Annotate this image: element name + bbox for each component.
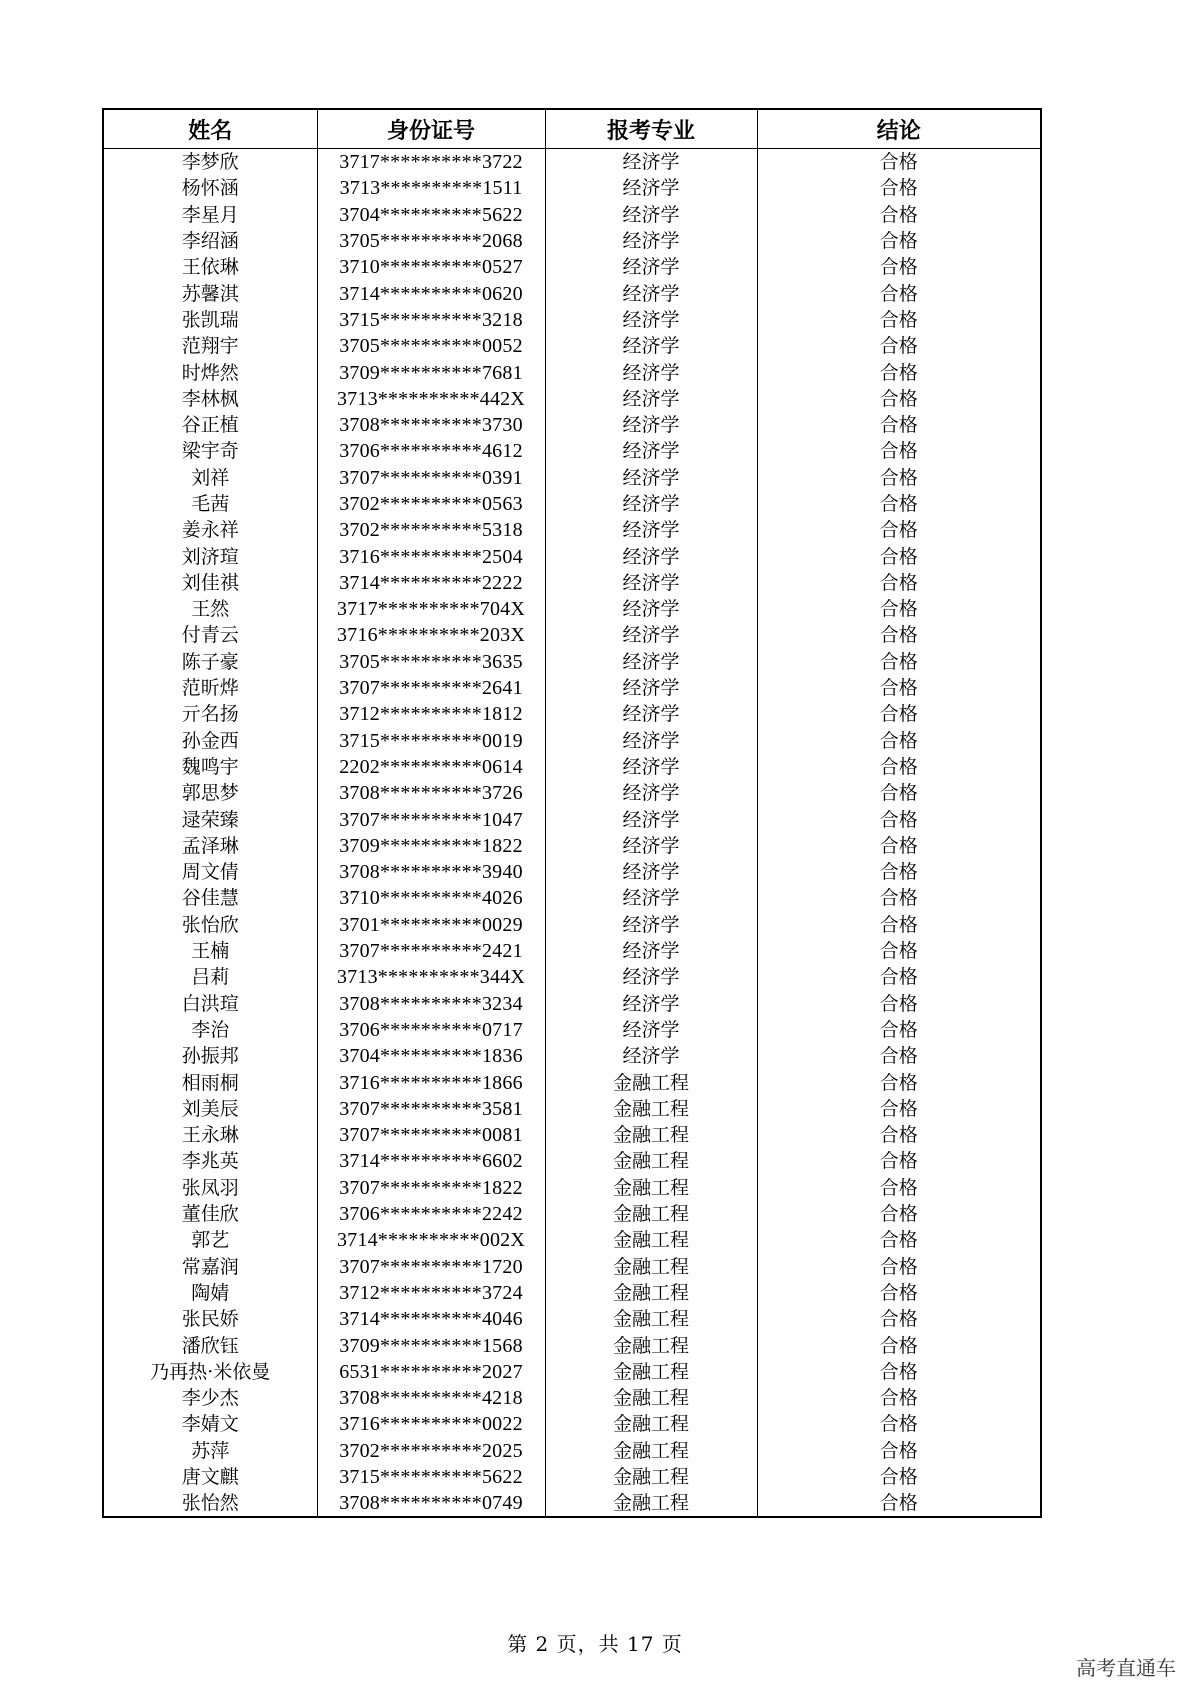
cell-result: 合格 [757, 912, 1041, 938]
cell-name: 张凤羽 [103, 1175, 317, 1201]
cell-result: 合格 [757, 833, 1041, 859]
cell-major: 金融工程 [545, 1280, 757, 1306]
cell-result: 合格 [757, 991, 1041, 1017]
table-row [103, 1043, 1041, 1069]
table-row [103, 359, 1041, 385]
table-row [103, 386, 1041, 412]
table-row [103, 649, 1041, 675]
cell-result: 合格 [757, 517, 1041, 543]
cell-result: 合格 [757, 1253, 1041, 1279]
cell-result: 合格 [757, 885, 1041, 911]
table-row [103, 1385, 1041, 1411]
table-row [103, 254, 1041, 280]
cell-result: 合格 [757, 1043, 1041, 1069]
cell-name: 李梦欣 [103, 149, 317, 176]
cell-result: 合格 [757, 701, 1041, 727]
cell-name: 姜永祥 [103, 517, 317, 543]
cell-major: 经济学 [545, 912, 757, 938]
cell-name: 张怡欣 [103, 912, 317, 938]
cell-result: 合格 [757, 1306, 1041, 1332]
table-row [103, 728, 1041, 754]
cell-id-number: 3704**********1836 [317, 1043, 545, 1069]
cell-name: 苏萍 [103, 1438, 317, 1464]
cell-result: 合格 [757, 307, 1041, 333]
cell-name: 苏馨淇 [103, 280, 317, 306]
cell-major: 经济学 [545, 649, 757, 675]
cell-result: 合格 [757, 1411, 1041, 1437]
cell-major: 金融工程 [545, 1306, 757, 1332]
cell-id-number: 3708**********0749 [317, 1490, 545, 1517]
cell-result: 合格 [757, 254, 1041, 280]
table-row [103, 175, 1041, 201]
cell-name: 刘美辰 [103, 1096, 317, 1122]
cell-major: 经济学 [545, 570, 757, 596]
cell-id-number: 3702**********5318 [317, 517, 545, 543]
cell-name: 王楠 [103, 938, 317, 964]
cell-name: 李婧文 [103, 1411, 317, 1437]
cell-major: 金融工程 [545, 1332, 757, 1358]
cell-major: 经济学 [545, 754, 757, 780]
cell-name: 谷正植 [103, 412, 317, 438]
cell-result: 合格 [757, 1017, 1041, 1043]
cell-name: 孙振邦 [103, 1043, 317, 1069]
cell-id-number: 3702**********2025 [317, 1438, 545, 1464]
cell-result: 合格 [757, 938, 1041, 964]
cell-name: 李兆英 [103, 1148, 317, 1174]
cell-major: 经济学 [545, 175, 757, 201]
cell-result: 合格 [757, 333, 1041, 359]
cell-major: 经济学 [545, 517, 757, 543]
cell-id-number: 3706**********0717 [317, 1017, 545, 1043]
cell-result: 合格 [757, 412, 1041, 438]
cell-result: 合格 [757, 964, 1041, 990]
cell-major: 金融工程 [545, 1253, 757, 1279]
cell-result: 合格 [757, 806, 1041, 832]
cell-id-number: 3715**********0019 [317, 728, 545, 754]
cell-id-number: 3707**********2421 [317, 938, 545, 964]
cell-name: 付青云 [103, 622, 317, 648]
cell-id-number: 3704**********5622 [317, 202, 545, 228]
cell-result: 合格 [757, 596, 1041, 622]
cell-id-number: 3706**********2242 [317, 1201, 545, 1227]
cell-result: 合格 [757, 228, 1041, 254]
cell-major: 经济学 [545, 307, 757, 333]
table-row [103, 596, 1041, 622]
cell-name: 乃再热·米依曼 [103, 1359, 317, 1385]
cell-name: 吕莉 [103, 964, 317, 990]
table-row [103, 465, 1041, 491]
cell-name: 王然 [103, 596, 317, 622]
cell-id-number: 3717**********3722 [317, 149, 545, 176]
cell-major: 经济学 [545, 386, 757, 412]
cell-major: 金融工程 [545, 1201, 757, 1227]
cell-major: 经济学 [545, 938, 757, 964]
table-row [103, 833, 1041, 859]
cell-result: 合格 [757, 1490, 1041, 1517]
cell-id-number: 3707**********3581 [317, 1096, 545, 1122]
table-row [103, 1122, 1041, 1148]
cell-major: 经济学 [545, 333, 757, 359]
table-row [103, 333, 1041, 359]
table-row [103, 964, 1041, 990]
cell-result: 合格 [757, 202, 1041, 228]
cell-id-number: 3715**********5622 [317, 1464, 545, 1490]
page-number: 第 2 页，共 17 页 [507, 1632, 683, 1656]
cell-result: 合格 [757, 359, 1041, 385]
cell-id-number: 3705**********3635 [317, 649, 545, 675]
cell-result: 合格 [757, 649, 1041, 675]
cell-name: 范昕烨 [103, 675, 317, 701]
cell-major: 金融工程 [545, 1385, 757, 1411]
cell-id-number: 3707**********1047 [317, 806, 545, 832]
cell-major: 经济学 [545, 622, 757, 648]
cell-id-number: 3707**********2641 [317, 675, 545, 701]
table-row [103, 701, 1041, 727]
cell-name: 逯荣臻 [103, 806, 317, 832]
cell-result: 合格 [757, 1438, 1041, 1464]
cell-result: 合格 [757, 570, 1041, 596]
cell-major: 经济学 [545, 202, 757, 228]
cell-major: 经济学 [545, 780, 757, 806]
header-major: 报考专业 [545, 109, 757, 149]
cell-name: 潘欣钰 [103, 1332, 317, 1358]
cell-major: 经济学 [545, 728, 757, 754]
cell-id-number: 3714**********0620 [317, 280, 545, 306]
cell-major: 经济学 [545, 596, 757, 622]
cell-name: 范翔宇 [103, 333, 317, 359]
cell-result: 合格 [757, 438, 1041, 464]
cell-result: 合格 [757, 1175, 1041, 1201]
table-row [103, 1069, 1041, 1095]
cell-id-number: 3712**********3724 [317, 1280, 545, 1306]
cell-result: 合格 [757, 675, 1041, 701]
cell-id-number: 3708**********3940 [317, 859, 545, 885]
cell-result: 合格 [757, 1069, 1041, 1095]
cell-name: 郭思梦 [103, 780, 317, 806]
cell-id-number: 3716**********1866 [317, 1069, 545, 1095]
cell-name: 常嘉润 [103, 1253, 317, 1279]
table-row [103, 1438, 1041, 1464]
cell-id-number: 3714**********4046 [317, 1306, 545, 1332]
cell-id-number: 3702**********0563 [317, 491, 545, 517]
cell-result: 合格 [757, 1148, 1041, 1174]
cell-id-number: 3708**********3234 [317, 991, 545, 1017]
table-row [103, 1096, 1041, 1122]
cell-name: 张民娇 [103, 1306, 317, 1332]
cell-id-number: 3708**********3730 [317, 412, 545, 438]
cell-id-number: 3713**********442X [317, 386, 545, 412]
cell-result: 合格 [757, 780, 1041, 806]
table-row [103, 885, 1041, 911]
table-row [103, 1175, 1041, 1201]
cell-major: 经济学 [545, 991, 757, 1017]
cell-major: 金融工程 [545, 1096, 757, 1122]
table-row [103, 859, 1041, 885]
cell-name: 董佳欣 [103, 1201, 317, 1227]
table-row [103, 912, 1041, 938]
cell-major: 经济学 [545, 701, 757, 727]
cell-major: 经济学 [545, 149, 757, 176]
cell-major: 经济学 [545, 412, 757, 438]
watermark-text: 高考直通车 [1076, 1656, 1176, 1680]
cell-major: 金融工程 [545, 1175, 757, 1201]
cell-id-number: 3708**********3726 [317, 780, 545, 806]
cell-result: 合格 [757, 386, 1041, 412]
cell-name: 孙金西 [103, 728, 317, 754]
cell-major: 经济学 [545, 359, 757, 385]
cell-name: 王永琳 [103, 1122, 317, 1148]
cell-major: 经济学 [545, 280, 757, 306]
cell-id-number: 3713**********1511 [317, 175, 545, 201]
cell-id-number: 3713**********344X [317, 964, 545, 990]
cell-id-number: 3707**********0081 [317, 1122, 545, 1148]
table-row [103, 202, 1041, 228]
table-row [103, 412, 1041, 438]
cell-name: 刘济瑄 [103, 543, 317, 569]
cell-name: 梁宇奇 [103, 438, 317, 464]
cell-name: 张怡然 [103, 1490, 317, 1517]
cell-name: 毛茜 [103, 491, 317, 517]
cell-major: 金融工程 [545, 1122, 757, 1148]
cell-major: 经济学 [545, 885, 757, 911]
cell-id-number: 3707**********1822 [317, 1175, 545, 1201]
table-row [103, 149, 1041, 176]
table-row [103, 307, 1041, 333]
cell-major: 经济学 [545, 228, 757, 254]
table-row [103, 1280, 1041, 1306]
table-body [103, 149, 1041, 1518]
cell-result: 合格 [757, 280, 1041, 306]
cell-result: 合格 [757, 1201, 1041, 1227]
header-id: 身份证号 [317, 109, 545, 149]
table-row [103, 754, 1041, 780]
cell-id-number: 3705**********0052 [317, 333, 545, 359]
cell-result: 合格 [757, 1359, 1041, 1385]
cell-result: 合格 [757, 491, 1041, 517]
table-row [103, 1411, 1041, 1437]
cell-result: 合格 [757, 465, 1041, 491]
cell-name: 李少杰 [103, 1385, 317, 1411]
cell-major: 金融工程 [545, 1490, 757, 1517]
cell-result: 合格 [757, 728, 1041, 754]
table-row [103, 1306, 1041, 1332]
cell-major: 经济学 [545, 675, 757, 701]
cell-name: 李林枫 [103, 386, 317, 412]
cell-major: 金融工程 [545, 1359, 757, 1385]
cell-id-number: 3707**********1720 [317, 1253, 545, 1279]
table-row [103, 1148, 1041, 1174]
table-row [103, 438, 1041, 464]
cell-major: 金融工程 [545, 1069, 757, 1095]
cell-major: 经济学 [545, 465, 757, 491]
table-row [103, 938, 1041, 964]
table-row [103, 1490, 1041, 1517]
cell-major: 经济学 [545, 1017, 757, 1043]
cell-result: 合格 [757, 543, 1041, 569]
table-row [103, 1017, 1041, 1043]
cell-name: 相雨桐 [103, 1069, 317, 1095]
cell-result: 合格 [757, 175, 1041, 201]
cell-result: 合格 [757, 859, 1041, 885]
cell-name: 刘佳祺 [103, 570, 317, 596]
table-row [103, 991, 1041, 1017]
cell-name: 张凯瑞 [103, 307, 317, 333]
cell-major: 经济学 [545, 964, 757, 990]
cell-name: 李星月 [103, 202, 317, 228]
cell-id-number: 3707**********0391 [317, 465, 545, 491]
cell-id-number: 3705**********2068 [317, 228, 545, 254]
table-header-row [103, 109, 1041, 149]
cell-result: 合格 [757, 1332, 1041, 1358]
cell-result: 合格 [757, 149, 1041, 176]
cell-major: 经济学 [545, 254, 757, 280]
table-row [103, 280, 1041, 306]
cell-result: 合格 [757, 1464, 1041, 1490]
cell-name: 孟泽琳 [103, 833, 317, 859]
cell-id-number: 3709**********7681 [317, 359, 545, 385]
cell-name: 李治 [103, 1017, 317, 1043]
cell-name: 白洪瑄 [103, 991, 317, 1017]
cell-id-number: 3716**********0022 [317, 1411, 545, 1437]
cell-name: 周文倩 [103, 859, 317, 885]
cell-major: 经济学 [545, 806, 757, 832]
cell-major: 金融工程 [545, 1411, 757, 1437]
cell-id-number: 3710**********4026 [317, 885, 545, 911]
table-row [103, 806, 1041, 832]
table-row [103, 1332, 1041, 1358]
cell-name: 李绍涵 [103, 228, 317, 254]
cell-major: 经济学 [545, 543, 757, 569]
cell-id-number: 3709**********1568 [317, 1332, 545, 1358]
table-row [103, 1227, 1041, 1253]
cell-id-number: 3712**********1812 [317, 701, 545, 727]
cell-name: 唐文麒 [103, 1464, 317, 1490]
cell-name: 时烨然 [103, 359, 317, 385]
cell-name: 郭艺 [103, 1227, 317, 1253]
cell-major: 经济学 [545, 438, 757, 464]
cell-id-number: 3717**********704X [317, 596, 545, 622]
cell-name: 谷佳慧 [103, 885, 317, 911]
table-row [103, 517, 1041, 543]
cell-id-number: 6531**********2027 [317, 1359, 545, 1385]
cell-result: 合格 [757, 1385, 1041, 1411]
cell-major: 金融工程 [545, 1148, 757, 1174]
cell-name: 杨怀涵 [103, 175, 317, 201]
cell-id-number: 3708**********4218 [317, 1385, 545, 1411]
table-row [103, 1359, 1041, 1385]
cell-major: 金融工程 [545, 1227, 757, 1253]
cell-result: 合格 [757, 1122, 1041, 1148]
cell-result: 合格 [757, 1280, 1041, 1306]
cell-name: 亓名扬 [103, 701, 317, 727]
table-row [103, 1464, 1041, 1490]
cell-id-number: 3701**********0029 [317, 912, 545, 938]
table-row [103, 1201, 1041, 1227]
cell-id-number: 3716**********2504 [317, 543, 545, 569]
cell-name: 魏鸣宇 [103, 754, 317, 780]
cell-id-number: 3706**********4612 [317, 438, 545, 464]
table-row [103, 780, 1041, 806]
cell-result: 合格 [757, 1096, 1041, 1122]
cell-name: 刘祥 [103, 465, 317, 491]
table-row [103, 543, 1041, 569]
table-row [103, 228, 1041, 254]
cell-major: 经济学 [545, 1043, 757, 1069]
cell-id-number: 3709**********1822 [317, 833, 545, 859]
table-row [103, 675, 1041, 701]
table-row [103, 491, 1041, 517]
cell-id-number: 3715**********3218 [317, 307, 545, 333]
table-row [103, 622, 1041, 648]
cell-result: 合格 [757, 622, 1041, 648]
cell-major: 经济学 [545, 491, 757, 517]
cell-result: 合格 [757, 1227, 1041, 1253]
cell-id-number: 3714**********6602 [317, 1148, 545, 1174]
table-row [103, 570, 1041, 596]
cell-name: 王依琳 [103, 254, 317, 280]
cell-id-number: 3714**********002X [317, 1227, 545, 1253]
cell-id-number: 3710**********0527 [317, 254, 545, 280]
cell-id-number: 3714**********2222 [317, 570, 545, 596]
cell-name: 陶婧 [103, 1280, 317, 1306]
cell-id-number: 3716**********203X [317, 622, 545, 648]
table-row [103, 1253, 1041, 1279]
cell-major: 经济学 [545, 833, 757, 859]
cell-major: 金融工程 [545, 1464, 757, 1490]
cell-result: 合格 [757, 754, 1041, 780]
header-name: 姓名 [103, 109, 317, 149]
header-result: 结论 [757, 109, 1041, 149]
cell-name: 陈子豪 [103, 649, 317, 675]
cell-major: 金融工程 [545, 1438, 757, 1464]
cell-major: 经济学 [545, 859, 757, 885]
results-table [102, 108, 1042, 1518]
cell-id-number: 2202**********0614 [317, 754, 545, 780]
